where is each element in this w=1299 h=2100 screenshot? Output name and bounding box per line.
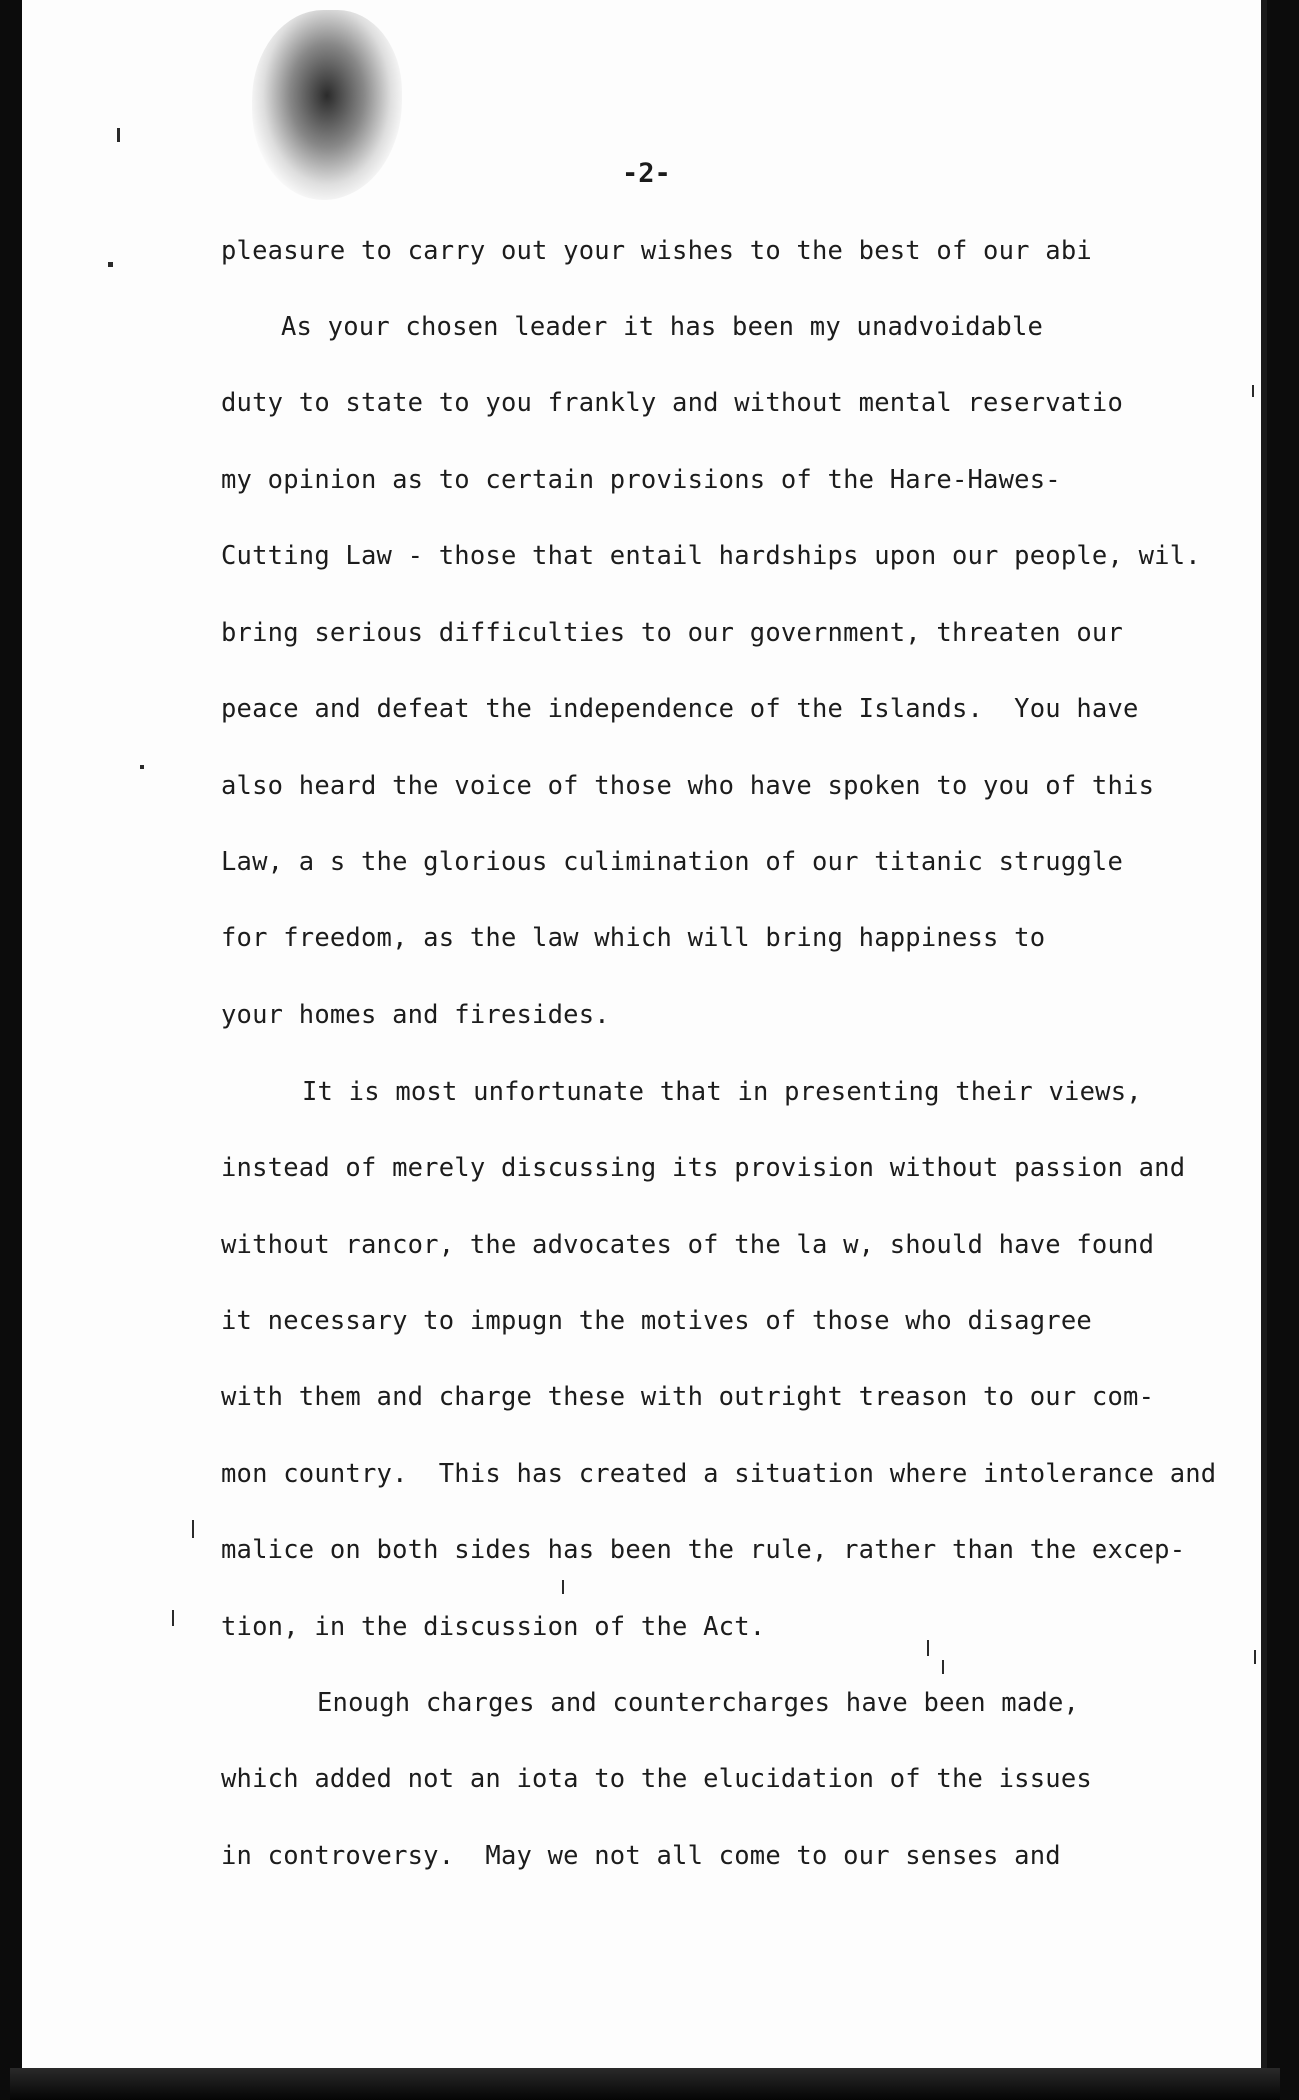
text-line-15: it necessary to impugn the motives of those who disagree: [221, 1306, 1092, 1336]
text-line-8: also heard the voice of those who have spoken to you of this: [221, 771, 1155, 801]
text-line-1: pleasure to carry out your wishes to the best of our abi: [221, 236, 1092, 266]
text-line-14: without rancor, the advocates of the la w, should have found: [221, 1230, 1155, 1260]
text-line-5: Cutting Law - those that entail hardships upon our people, wil.: [221, 541, 1201, 571]
text-line-6: bring serious difficulties to our government, threaten our: [221, 618, 1124, 648]
text-line-10: for freedom, as the law which will bring happiness to: [221, 923, 1046, 953]
scan-speck: [172, 1610, 174, 1626]
text-line-21: which added not an iota to the elucidation of the issues: [221, 1764, 1092, 1794]
scan-speck: [1252, 385, 1254, 397]
text-line-9: Law, a s the glorious culimination of our titanic struggle: [221, 847, 1124, 877]
scan-speck: [1254, 1650, 1256, 1664]
text-line-20: Enough charges and countercharges have been made,: [317, 1688, 1080, 1718]
text-line-2: As your chosen leader it has been my unadvoidable: [281, 312, 1044, 342]
scan-speck: [562, 1580, 564, 1594]
scan-speck: [108, 262, 113, 267]
text-line-11: your homes and firesides.: [221, 1000, 610, 1030]
text-line-16: with them and charge these with outright treason to our com-: [221, 1382, 1155, 1412]
text-line-12: It is most unfortunate that in presenting their views,: [302, 1077, 1142, 1107]
scan-speck: [942, 1660, 944, 1674]
scan-speck: [117, 128, 120, 142]
ink-smudge: [252, 10, 402, 200]
text-line-3: duty to state to you frankly and without mental reservatio: [221, 388, 1124, 418]
page-number: -2-: [622, 158, 671, 189]
text-line-18: malice on both sides has been the rule, rather than the excep-: [221, 1535, 1186, 1565]
text-line-13: instead of merely discussing its provision without passion and: [221, 1153, 1186, 1183]
text-line-4: my opinion as to certain provisions of the Hare-Hawes-: [221, 465, 1061, 495]
text-line-7: peace and defeat the independence of the Islands. You have: [221, 694, 1139, 724]
scan-speck: [192, 1520, 194, 1538]
scan-speck: [927, 1640, 929, 1656]
typewritten-page: [22, 0, 1267, 2068]
scan-speck: [140, 765, 144, 769]
page-bottom-edge: [10, 2068, 1280, 2100]
text-line-19: tion, in the discussion of the Act.: [221, 1612, 766, 1642]
text-line-17: mon country. This has created a situation where intolerance and: [221, 1459, 1217, 1489]
text-line-22: in controversy. May we not all come to our senses and: [221, 1841, 1061, 1871]
